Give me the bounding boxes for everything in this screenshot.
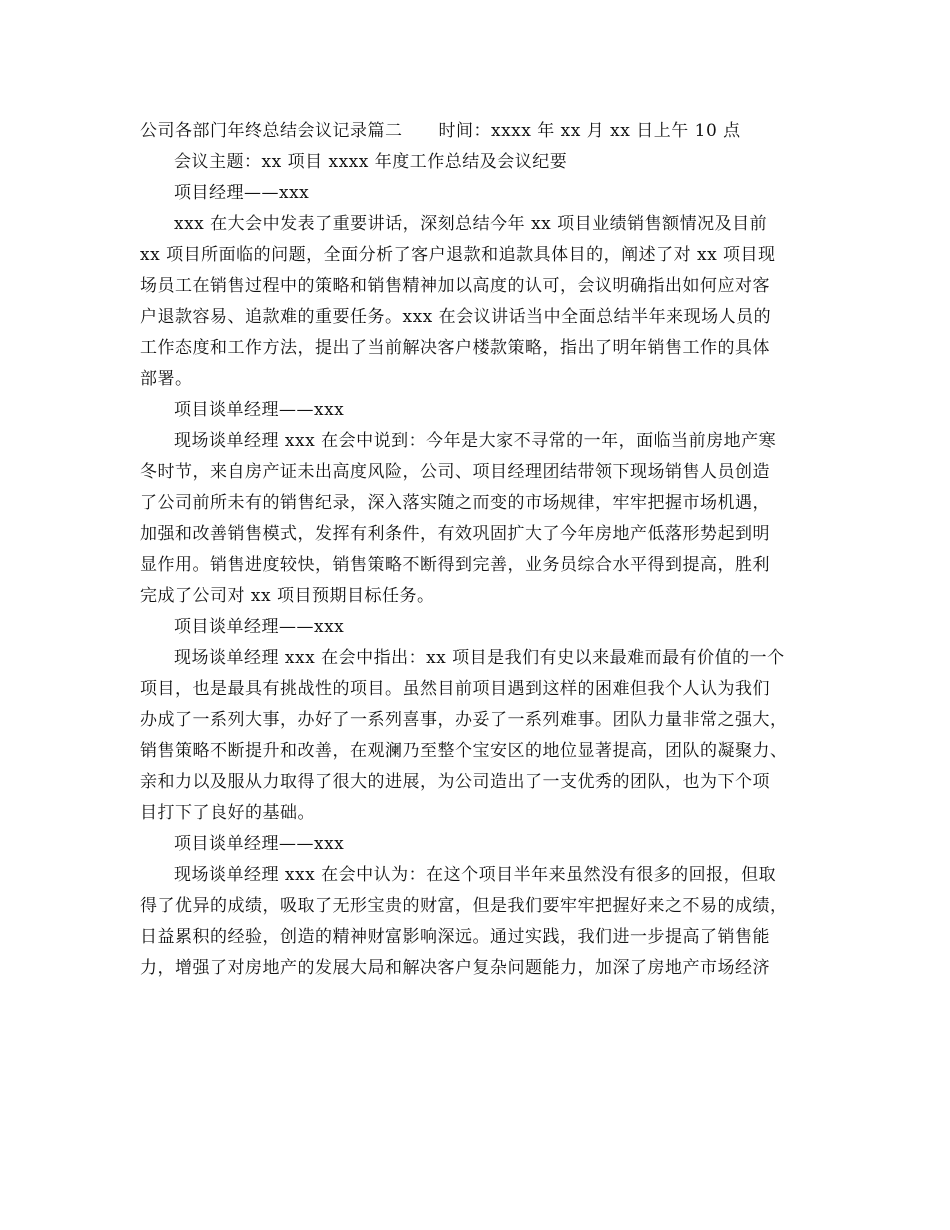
section-paragraph: [140, 426, 820, 612]
paragraph-line: 得了优异的成绩，吸取了无形宝贵的财富，但是我们要牢牢把握好来之不易的成绩，: [140, 896, 788, 916]
paragraph-line: 现场谈单经理 xxx 在会中说到：今年是大家不寻常的一年，面临当前房地产寒: [174, 431, 777, 451]
paragraph-line: xxx 在大会中发表了重要讲话，深刻总结今年 xx 项目业绩销售额情况及目前: [174, 214, 768, 234]
section-heading: 项目谈单经理——xxx: [174, 400, 345, 420]
section-paragraph: [140, 643, 820, 829]
paragraph-line: 项目，也是最具有挑战性的项目。虽然目前项目遇到这样的困难但我个人认为我们: [140, 679, 770, 699]
paragraph-line: 亲和力以及服从力取得了很大的进展，为公司造出了一支优秀的团队，也为下个项: [140, 772, 770, 792]
section-heading: 项目经理——xxx: [174, 183, 310, 203]
paragraph-line: 现场谈单经理 xxx 在会中指出：xx 项目是我们有史以来最难而最有价值的一个: [174, 648, 785, 668]
section-heading: 项目谈单经理——xxx: [174, 834, 345, 854]
paragraph-line: 加强和改善销售模式，发挥有利条件，有效巩固扩大了今年房地产低落形势起到明: [140, 524, 770, 544]
paragraph-line: xx 项目所面临的问题，全面分析了客户退款和追款具体目的，阐述了对 xx 项目现: [140, 245, 776, 265]
sections-container: [140, 178, 820, 984]
document-body: [140, 116, 820, 984]
paragraph-line: 日益累积的经验，创造的精神财富影响深远。通过实践，我们进一步提高了销售能: [140, 927, 770, 947]
paragraph-line: 冬时节，来自房产证未出高度风险，公司、项目经理团结带领下现场销售人员创造: [140, 462, 770, 482]
paragraph-line: 户退款容易、追款难的重要任务。xxx 在会议讲话当中全面总结半年来现场人员的: [140, 307, 772, 327]
paragraph-line: 完成了公司对 xx 项目预期目标任务。: [140, 586, 435, 606]
meeting-time: 时间：xxxx 年 xx 月 xx 日上午 10 点: [438, 121, 741, 141]
section-heading: 项目谈单经理——xxx: [174, 617, 345, 637]
paragraph-line: 场员工在销售过程中的策略和销售精神加以高度的认可，会议明确指出如何应对客: [140, 276, 770, 296]
document-title: 公司各部门年终总结会议记录篇二: [140, 121, 403, 141]
paragraph-line: 现场谈单经理 xxx 在会中认为：在这个项目半年来虽然没有很多的回报，但取: [174, 865, 777, 885]
section-paragraph: [140, 209, 820, 395]
paragraph-line: 工作态度和工作方法，提出了当前解决客户楼款策略，指出了明年销售工作的具体: [140, 338, 770, 358]
section-paragraph: [140, 860, 820, 984]
meeting-topic: 会议主题：xx 项目 xxxx 年度工作总结及会议纪要: [174, 152, 568, 172]
paragraph-line: 目打下了良好的基础。: [140, 803, 315, 823]
document-header-line: [140, 116, 820, 147]
paragraph-line: 部署。: [140, 369, 193, 389]
paragraph-line: 了公司前所未有的销售纪录，深入落实随之而变的市场规律，牢牢把握市场机遇，: [140, 493, 770, 513]
paragraph-line: 显作用。销售进度较快，销售策略不断得到完善，业务员综合水平得到提高，胜利: [140, 555, 770, 575]
paragraph-line: 办成了一系列大事，办好了一系列喜事，办妥了一系列难事。团队力量非常之强大，: [140, 710, 788, 730]
paragraph-line: 销售策略不断提升和改善，在观澜乃至整个宝安区的地位显著提高，团队的凝聚力、: [140, 741, 788, 761]
paragraph-line: 力，增强了对房地产的发展大局和解决客户复杂问题能力，加深了房地产市场经济: [140, 958, 770, 978]
